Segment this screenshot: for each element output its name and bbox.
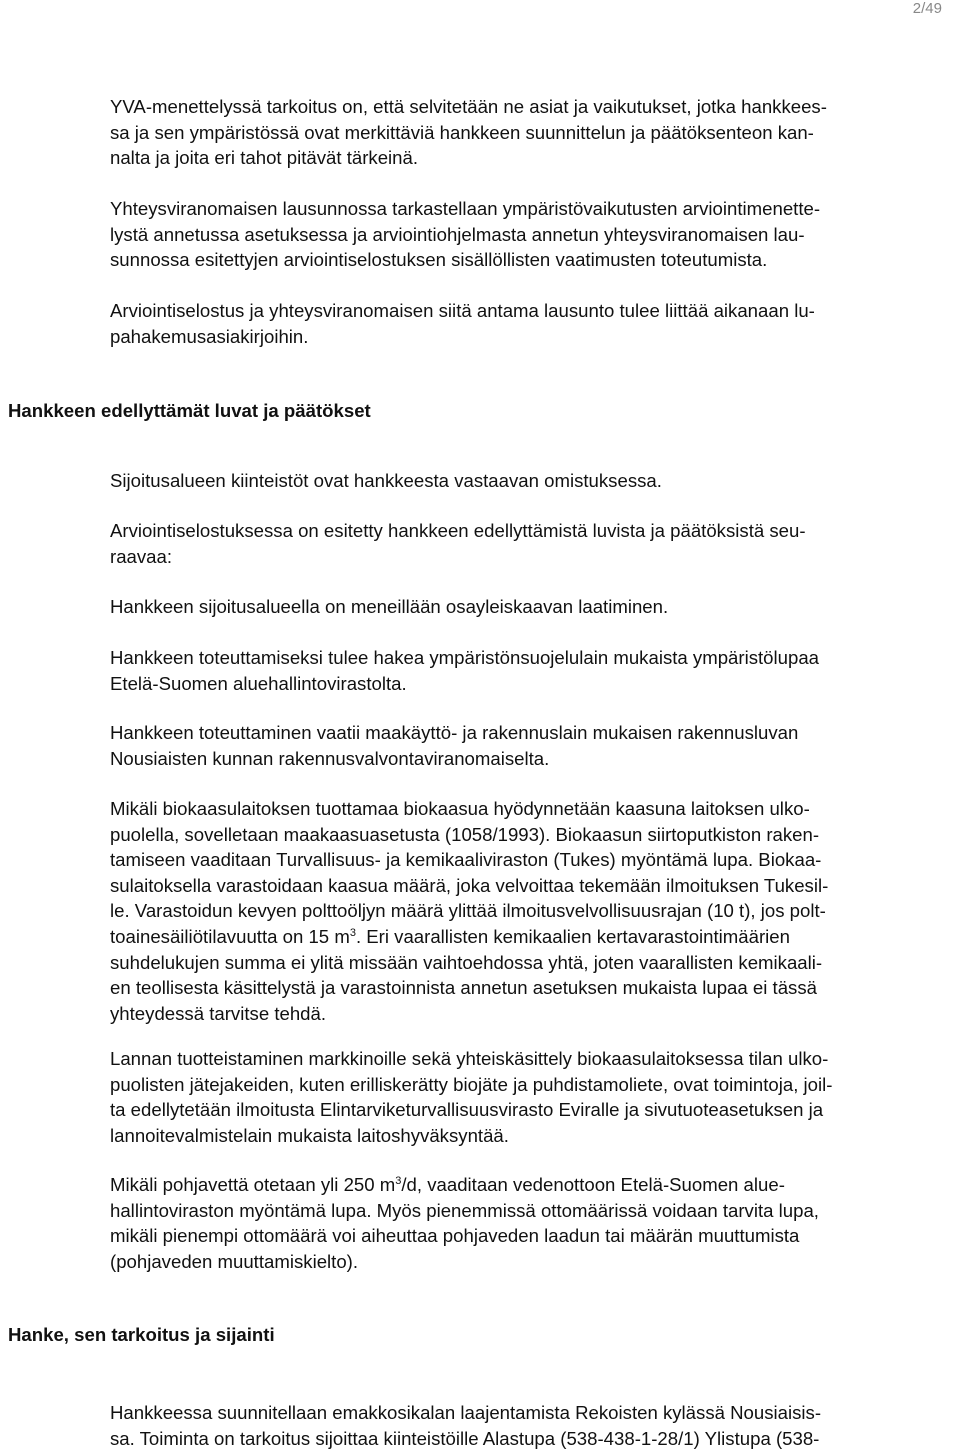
paragraph-environmental-permit [110,645,950,696]
paragraph-permits-intro [110,518,950,569]
paragraph-yva-purpose [110,94,950,171]
text-line: (pohjaveden muuttamiskielto). [110,1250,359,1272]
text-line: Yhteysviranomaisen lausunnossa tarkastellaan ympäristövaikutusten arviointimenette- [110,198,821,219]
paragraph-ownership [110,468,950,494]
text-line: Arviointiselostus ja yhteysviranomaisen siitä antama lausunto tulee liittää aikanaan lu- [110,300,815,321]
section-heading-project: Hanke, sen tarkoitus ja sijainti [8,1324,275,1345]
text-line: hallintoviraston myöntämä lupa. Myös pienemmissä ottomäärissä voidaan tarvita lupa, [110,1199,819,1221]
text-line: suhdelukujen summa ei ylitä missään vaihtoehdossa yhtä, joten vaarallisten kemikaali- [110,951,823,973]
text-line: puolella, sovelletaan maakaasuasetusta (1058/1993). Biokaasun siirtoputkiston raken- [110,823,820,845]
text-line: Hankkeen sijoitusalueella on meneillään osayleiskaavan laatiminen. [110,596,669,617]
paragraph-zoning [110,594,950,620]
paragraph-building-permit [110,720,950,771]
text-line: Nousiaisten kunnan rakennusvalvontaviranomaiselta. [110,747,550,769]
text-line: yhteydessä tarvitse tehdä. [110,1002,327,1024]
text-line: sa ja sen ympäristössä ovat merkittäviä hankkeen suunnittelun ja päätöksenteon kan- [110,121,814,143]
paragraph-biogas [110,796,950,1026]
page-number: 2/49 [912,0,942,17]
text-line: en teollisesta käsittelystä ja varastoinnista annetun asetuksen mukaista lupaa ei tässä [110,977,817,999]
text-line: Hankkeen toteuttamiseksi tulee hakea ympäristönsuojelulain mukaista ympäristölupaa [110,647,820,668]
text-line: YVA-menettelyssä tarkoitus on, että selvitetään ne asiat ja vaikutukset, jotka hankkees- [110,96,827,117]
text-line: le. Varastoidun kevyen polttoöljyn määrä ylittää ilmoitusvelvollisuusrajan (10 t), jos polt- [110,900,826,922]
paragraph-project-location [110,1400,950,1451]
text-line: Mikäli biokaasulaitoksen tuottamaa biokaasua hyödynnetään kaasuna laitoksen ulko- [110,798,810,819]
text-line: Lannan tuotteistaminen markkinoille sekä yhteiskäsittely biokaasulaitoksessa tilan ulko- [110,1048,829,1069]
superscript: 3 [349,926,356,939]
text-fragment: toainesäiliötilavuutta on 15 m [110,925,350,947]
section-heading-permits: Hankkeen edellyttämät luvat ja päätökset [8,400,371,421]
text-line: sulaitoksella varastoidaan kaasua määrä, joka velvoittaa tekemään ilmoituksen Tukesil- [110,874,829,896]
text-line: ta edellytetään ilmoitusta Elintarviketurvallisuusvirasto Eviralle ja sivutuoteasetuksen ja [110,1099,824,1121]
text-line: Hankkeen toteuttaminen vaatii maakäyttö- ja rakennuslain mukaisen rakennusluvan [110,722,799,743]
text-line: tamiseen vaaditaan Turvallisuus- ja kemikaaliviraston (Tukes) myöntämä lupa. Biokaa- [110,849,822,871]
text-line: mikäli pienempi ottomäärä voi aiheuttaa pohjaveden laadun tai määrän muuttumista [110,1225,800,1247]
text-line: pahakemusasiakirjoihin. [110,325,309,347]
text-line: puolisten jätejakeiden, kuten erilliskerätty biojäte ja puhdistamoliete, ovat toimintoja, joil- [110,1073,833,1095]
text-line [110,1172,950,1198]
text-fragment: Mikäli pohjavettä otetaan yli 250 m [110,1174,396,1195]
text-fragment: . Eri vaarallisten kemikaalien kertavarastointimäärien [355,925,790,947]
text-line: raavaa: [110,545,173,567]
text-line: Sijoitusalueen kiinteistöt ovat hankkeesta vastaavan omistuksessa. [110,470,662,491]
superscript: 3 [395,1175,402,1187]
text-line: Etelä-Suomen aluehallintovirastolta. [110,672,407,694]
text-line: sa. Toiminta on tarkoitus sijoittaa kiinteistöille Alastupa (538-438-1-28/1) Ylistupa (538- [110,1427,820,1449]
text-line: Arviointiselostuksessa on esitetty hankkeen edellyttämistä luvista ja päätöksistä seu- [110,520,806,541]
text-line: lannoitevalmistelain mukaista laitoshyväksyntää. [110,1124,509,1146]
paragraph-groundwater [110,1172,950,1274]
paragraph-authority-statement [110,196,950,273]
text-line: sunnossa esitettyjen arviointiselostuksen sisällöllisten vaatimusten toteutumista. [110,249,768,271]
text-line: Hankkeessa suunnitellaan emakkosikalan laajentamista Rekoisten kylässä Nousiaisis- [110,1402,822,1423]
text-line [110,924,950,950]
text-line: lystä annetussa asetuksessa ja arviointiohjelmasta annetun yhteysviranomaisen lau- [110,223,805,245]
text-line: nalta ja joita eri tahot pitävät tärkeinä. [110,147,419,169]
paragraph-attachment [110,298,950,349]
paragraph-manure [110,1046,950,1148]
text-fragment: /d, vaaditaan vedenottoon Etelä-Suomen alue- [401,1174,785,1195]
